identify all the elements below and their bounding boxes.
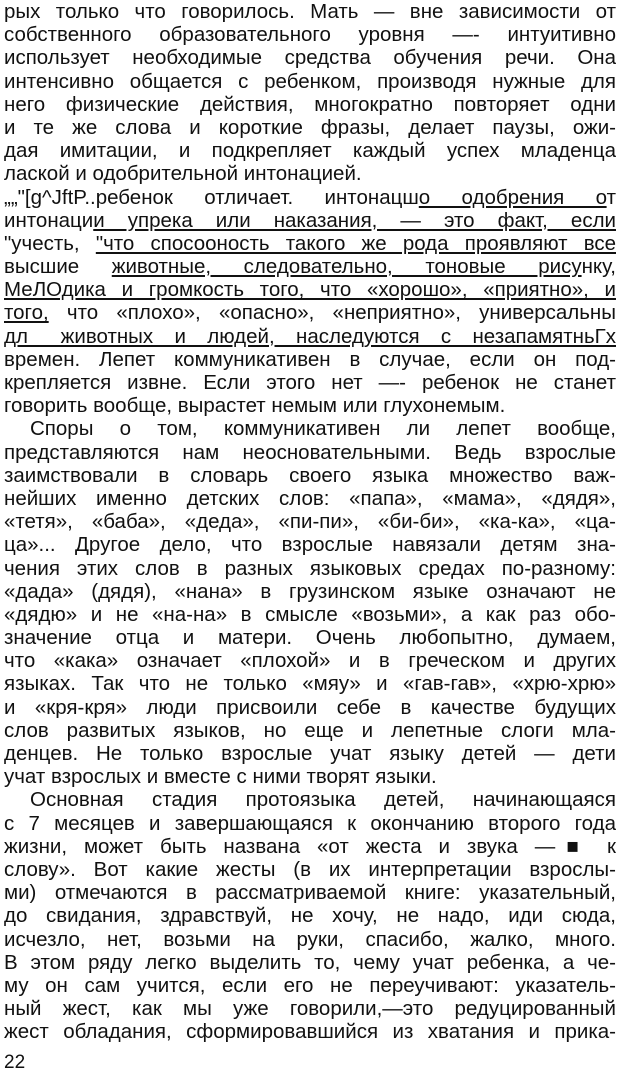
text-line	[4, 510, 616, 533]
line-text: представляются нам неосновательными. Ведь взрослые	[4, 440, 616, 464]
text-line	[4, 139, 616, 162]
underlined-text: "что спосооность такого же рода проявляют все	[95, 231, 616, 255]
line-text: и те же слова и короткие фразы, делает паузы, ожи-	[4, 115, 616, 139]
line-text: Споры о том, коммуникативен ли лепет вообще,	[30, 417, 616, 441]
underlined-text: животные, следовательно, тоновые рису	[111, 255, 582, 279]
text-line	[4, 417, 616, 440]
text-line	[4, 812, 616, 835]
text-line	[4, 278, 616, 301]
text-line	[4, 765, 616, 788]
line-text: интенсивно общается с ребенком, производя нужные для	[4, 69, 616, 93]
line-text: „„"[g^JftP..ребенок отличает. интонацш	[4, 185, 419, 209]
text-line	[4, 858, 616, 881]
line-text: исчезло, нет, возьми на руки, спасибо, жалко, много.	[4, 927, 616, 951]
text-line	[4, 394, 616, 417]
text-line	[4, 1020, 616, 1043]
text-line	[4, 325, 616, 348]
line-text: времен. Лепет коммуникативен в случае, если он под-	[4, 347, 616, 371]
text-line	[4, 533, 616, 556]
line-text: слову». Вот какие жесты (в их интерпретации взрослы-	[4, 857, 616, 881]
text-line	[4, 649, 616, 672]
text-line	[4, 904, 616, 927]
line-text: ца»... Другое дело, что взрослые навязали детям зна-	[4, 533, 616, 557]
line-text: чения этих слов в разных языковых средах по-разному:	[4, 556, 616, 580]
line-text: крепляется извне. Если этого нет —- ребенок не станет	[4, 371, 616, 394]
line-text: говорить вообще, вырастет немым или глухонемым.	[4, 394, 506, 418]
line-text: «дада» (дядя), «нана» в грузинском языке означают не	[4, 579, 616, 603]
line-text: денцев. Не только взрослые учат языку детей — дети	[4, 742, 616, 765]
underlined-text: дл_ животных и людей, наследуются с незапамятньГх	[4, 324, 616, 348]
line-text: Основная стадия протоязыка детей, начинающаяся	[30, 788, 616, 812]
text-line	[4, 672, 616, 695]
line-text: жест обладания, сформировавшийся из хватания и прика-	[4, 1020, 616, 1044]
line-text: «дядю» и не «на-на» в смысле «возьми», а как раз обо-	[4, 602, 616, 626]
page-text	[4, 0, 616, 1043]
text-line	[4, 974, 616, 997]
line-text: до свидания, здравствуй, не хочу, не надо, иди сюда,	[4, 904, 616, 928]
text-line	[4, 255, 616, 278]
line-text: слов развитых языков, но еще и лепетные слоги мла-	[4, 718, 616, 742]
text-line	[4, 696, 616, 719]
line-text: и «кря-кря» люди присвоили себе в качестве будущих	[4, 695, 616, 719]
line-text: с 7 месяцев и завершающаяся к окончанию второго года	[4, 811, 616, 835]
line-text: языках. Так что не только «мяу» и «гав-гав», «хрю-хрю»	[4, 672, 616, 696]
text-line	[4, 0, 616, 23]
text-line	[4, 162, 616, 185]
line-text: нку,	[581, 255, 616, 279]
line-text: «тетя», «баба», «деда», «пи-пи», «би-би», «ка-ка», «ца-	[4, 510, 616, 534]
text-line	[4, 441, 616, 464]
line-text: значение отца и матери. Очень любопытно, думаем,	[4, 626, 616, 650]
text-line	[4, 788, 616, 811]
line-text: В этом ряду легко выделить то, чему учат ребенка, а че-	[4, 950, 616, 974]
line-text: жизни, может быть названа «от жеста и звука —■ к	[4, 834, 616, 858]
line-text: ный жест, как мы уже говорили,—это редуцированный	[4, 997, 616, 1021]
line-text: что «кака» означает «плохой» и в греческом и других	[4, 649, 616, 673]
underlined-text: МеЛОдика и громкость того, что «хорошо», «приятно», и	[4, 278, 616, 302]
line-text: лаской и одобрительной интонацией.	[4, 162, 362, 186]
line-text: нейших именно детских слов: «папа», «мама», «дядя»,	[4, 486, 616, 510]
line-text: него физические действия, многократно повторяет одни	[4, 92, 616, 116]
line-text: ми) отмечаются в рассматриваемой книге: указательный,	[4, 881, 616, 905]
text-line	[4, 997, 616, 1020]
text-line	[4, 232, 616, 255]
text-line	[4, 742, 616, 765]
text-line	[4, 464, 616, 487]
text-line	[4, 371, 616, 394]
text-line	[4, 348, 616, 371]
text-line	[4, 116, 616, 139]
line-text: высшие	[4, 255, 112, 279]
text-line	[4, 209, 616, 232]
text-line	[4, 603, 616, 626]
text-line	[4, 301, 616, 324]
text-line	[4, 626, 616, 649]
line-text: дая имитации, и подкрепляет каждый успех младенца	[4, 139, 616, 163]
text-line	[4, 186, 616, 209]
text-line	[4, 951, 616, 974]
underlined-text: о одобрения о	[418, 185, 607, 209]
text-line	[4, 70, 616, 93]
line-text: интонаци	[4, 208, 94, 232]
line-text: рых только что говорилось. Мать — вне зависимости от	[4, 0, 616, 23]
line-text: "учесть,	[4, 231, 96, 255]
line-text: му он сам учится, если его не переучивают: указатель-	[4, 973, 616, 997]
text-line	[4, 23, 616, 46]
underlined-text: и упрека или наказания, — это факт, если	[93, 208, 616, 232]
underlined-text: того,	[4, 301, 49, 325]
line-text: что «плохо», «опасно», «неприятно», универсальны	[48, 301, 616, 325]
line-text: учат взрослых и вместе с ними творят языки.	[4, 765, 437, 789]
line-text: заимствовали в словарь своего языка множество важ-	[4, 463, 616, 487]
text-line	[4, 719, 616, 742]
text-line	[4, 881, 616, 904]
line-text: использует необходимые средства обучения речи. Она	[4, 46, 616, 70]
text-line	[4, 835, 616, 858]
text-line	[4, 487, 616, 510]
text-line	[4, 557, 616, 580]
line-text: собственного образовательного уровня —- интуитивно	[4, 23, 616, 47]
text-line	[4, 580, 616, 603]
page-number: 22	[4, 1052, 26, 1073]
text-line	[4, 46, 616, 69]
line-text: т	[606, 185, 616, 209]
text-line	[4, 93, 616, 116]
text-line	[4, 928, 616, 951]
